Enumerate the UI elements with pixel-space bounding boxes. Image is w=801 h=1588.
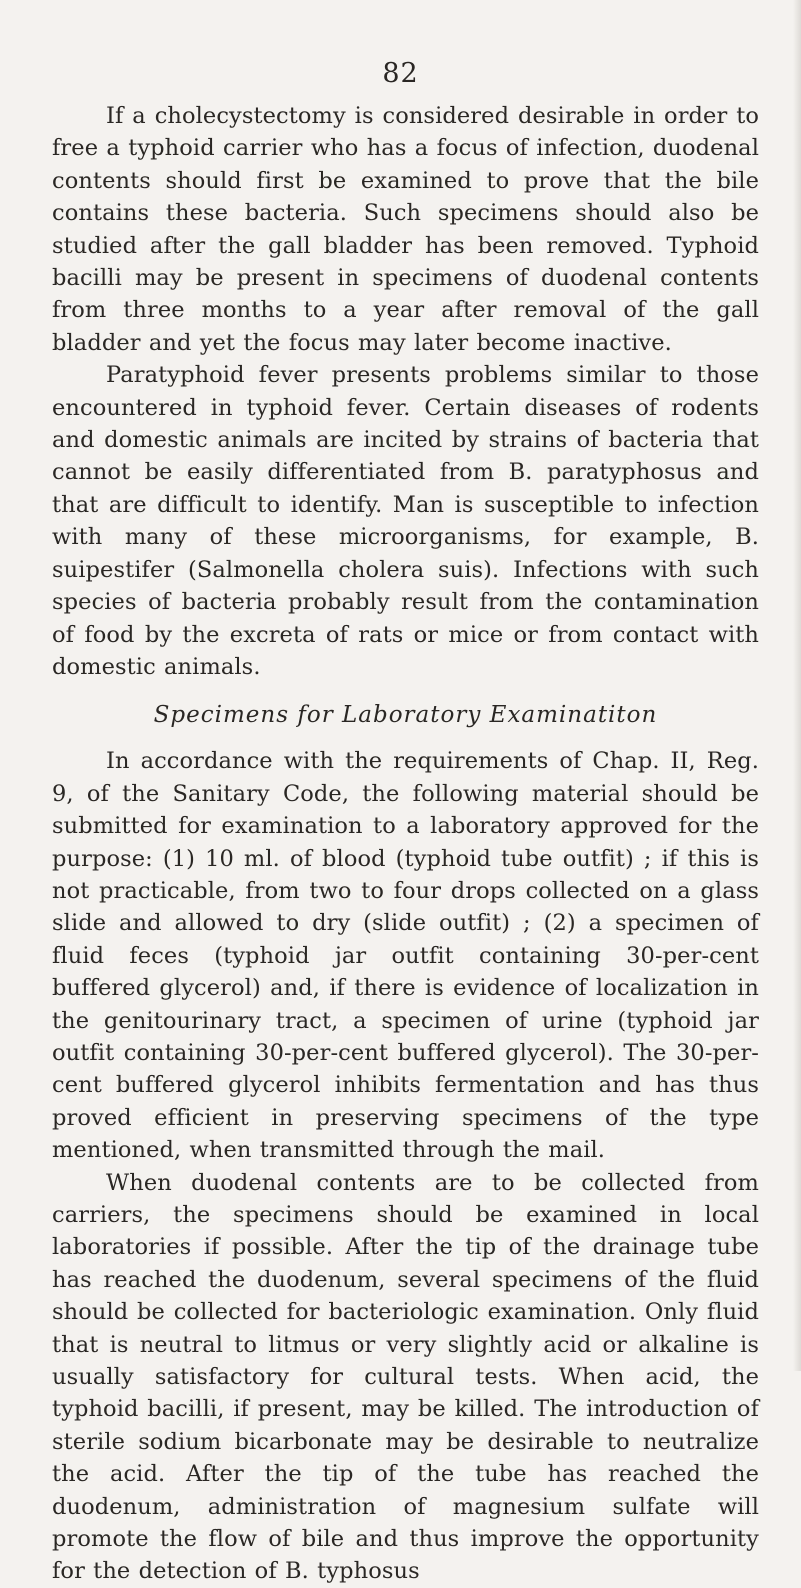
paragraph-paratyphoid: Paratyphoid fever presents problems similar to those encountered in typhoid fever. Certain diseases of rodents and domestic animals are incited by strains of bacteria that cannot be easily differentiated from B. paratyphosus and that are difficult to identify. Man is susceptible to infection with many of these microorganisms, for example, B. suipestifer (Salmonella cholera suis). Infections with such species of bacteria probably result from the contamination of food by the excreta of rats or mice or from contact with domestic animals. [52,362,759,680]
page-edge-shadow [793,0,801,1371]
page-body [52,100,759,1588]
paragraph-cholecystectomy: If a cholecystectomy is considered desirable in order to free a typhoid carrier who has a focus of infection, duodenal contents should first be examined to prove that the bile contains these bacteria. Such specimens should also be studied after the gall bladder has been removed. Typhoid bacilli may be present in specimens of duodenal contents from three months to a year after removal of the gall bladder and yet the focus may later become inactive. [52,103,759,356]
page-number: 82 [382,58,419,89]
paragraph-sanitary-code: In accordance with the requirements of Chap. II, Reg. 9, of the Sanitary Code, the following material should be submitted for examination to a laboratory approved for the purpose: (1) 10 ml. of blood (typhoid tube outfit) ; if this is not practicable, from two to four drops collected on a glass slide and allowed to dry (slide outfit) ; (2) a specimen of fluid feces (typhoid jar outfit containing 30-per-cent buffered glycerol) and, if there is evidence of localization in the genitourinary tract, a specimen of urine (typhoid jar outfit containing 30-per-cent buffered glycerol). The 30-per-cent buffered glycerol inhibits fermentation and has thus proved efficient in preserving specimens of the type mentioned, when transmitted through the mail. [52,748,759,1164]
section-heading: Specimens for Laboratory Examinatiton [153,702,658,729]
paragraph-duodenal-contents: When duodenal contents are to be collected from carriers, the specimens should be examined in local laboratories if possible. After the tip of the drainage tube has reached the duodenum, several specimens of the fluid should be collected for bacteriologic examination. Only fluid that is neutral to litmus or very slightly acid or alkaline is usually satisfactory for cultural tests. When acid, the typhoid bacilli, if present, may be killed. The introduction of sterile sodium bicarbonate may be desirable to neutralize the acid. After the tip of the tube has reached the duodenum, administration of magnesium sulfate will promote the flow of bile and thus improve the opportunity for the detection of B. typhosus [52,1169,759,1585]
